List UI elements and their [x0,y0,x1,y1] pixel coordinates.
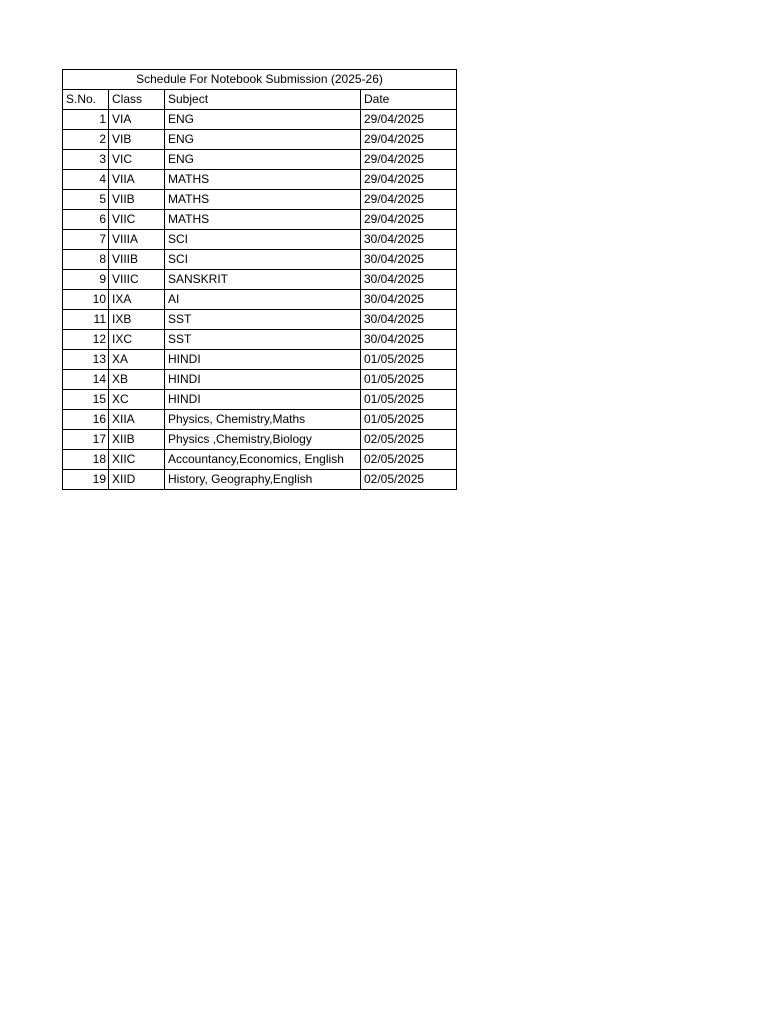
cell-subject: MATHS [165,170,361,190]
cell-class: IXC [109,330,165,350]
cell-subject: ENG [165,130,361,150]
cell-sno: 18 [63,450,109,470]
cell-class: XIIA [109,410,165,430]
table-row [63,150,457,170]
cell-sno: 14 [63,370,109,390]
cell-sno: 11 [63,310,109,330]
cell-sno: 7 [63,230,109,250]
table-row [63,170,457,190]
header-date: Date [361,90,457,110]
cell-sno: 6 [63,210,109,230]
cell-class: XA [109,350,165,370]
cell-subject: HINDI [165,350,361,370]
header-class: Class [109,90,165,110]
cell-subject: SCI [165,230,361,250]
cell-subject: MATHS [165,190,361,210]
cell-class: XC [109,390,165,410]
table-row [63,310,457,330]
table-row [63,250,457,270]
cell-class: XB [109,370,165,390]
cell-sno: 15 [63,390,109,410]
cell-date: 30/04/2025 [361,250,457,270]
table-row [63,110,457,130]
cell-date: 01/05/2025 [361,410,457,430]
cell-sno: 2 [63,130,109,150]
cell-sno: 4 [63,170,109,190]
header-row [63,90,457,110]
cell-date: 02/05/2025 [361,450,457,470]
cell-subject: HINDI [165,370,361,390]
cell-class: VIIIA [109,230,165,250]
table-body [63,110,457,490]
header-subject: Subject [165,90,361,110]
cell-sno: 17 [63,430,109,450]
cell-date: 01/05/2025 [361,350,457,370]
cell-sno: 10 [63,290,109,310]
table-row [63,370,457,390]
cell-date: 29/04/2025 [361,150,457,170]
cell-date: 01/05/2025 [361,370,457,390]
cell-subject: Accountancy,Economics, English [165,450,361,470]
table-row [63,430,457,450]
cell-subject: Physics, Chemistry,Maths [165,410,361,430]
table-title: Schedule For Notebook Submission (2025-26) [63,70,457,90]
cell-class: VIIC [109,210,165,230]
cell-class: IXA [109,290,165,310]
cell-sno: 12 [63,330,109,350]
cell-date: 02/05/2025 [361,470,457,490]
cell-subject: MATHS [165,210,361,230]
cell-date: 30/04/2025 [361,310,457,330]
cell-subject: SANSKRIT [165,270,361,290]
cell-date: 29/04/2025 [361,110,457,130]
cell-class: XIID [109,470,165,490]
cell-date: 29/04/2025 [361,130,457,150]
cell-date: 02/05/2025 [361,430,457,450]
table-row [63,390,457,410]
table-row [63,290,457,310]
cell-class: XIIB [109,430,165,450]
cell-class: VIC [109,150,165,170]
cell-sno: 5 [63,190,109,210]
table-row [63,450,457,470]
cell-date: 29/04/2025 [361,190,457,210]
cell-class: VIIB [109,190,165,210]
cell-class: VIIA [109,170,165,190]
table-row [63,350,457,370]
cell-class: VIB [109,130,165,150]
cell-subject: ENG [165,110,361,130]
cell-class: XIIC [109,450,165,470]
cell-sno: 19 [63,470,109,490]
cell-subject: HINDI [165,390,361,410]
cell-subject: AI [165,290,361,310]
table-row [63,270,457,290]
cell-subject: History, Geography,English [165,470,361,490]
title-row [63,70,457,90]
cell-class: VIIIB [109,250,165,270]
table-row [63,330,457,350]
table-row [63,470,457,490]
cell-date: 30/04/2025 [361,270,457,290]
header-sno: S.No. [63,90,109,110]
cell-sno: 13 [63,350,109,370]
table-row [63,410,457,430]
cell-class: VIA [109,110,165,130]
cell-sno: 16 [63,410,109,430]
cell-subject: SCI [165,250,361,270]
cell-date: 01/05/2025 [361,390,457,410]
cell-subject: Physics ,Chemistry,Biology [165,430,361,450]
cell-sno: 8 [63,250,109,270]
cell-subject: SST [165,310,361,330]
table-row [63,130,457,150]
cell-date: 30/04/2025 [361,230,457,250]
schedule-table [62,69,457,490]
cell-date: 30/04/2025 [361,290,457,310]
table-row [63,210,457,230]
cell-date: 29/04/2025 [361,170,457,190]
cell-subject: ENG [165,150,361,170]
table-row [63,230,457,250]
cell-class: VIIIC [109,270,165,290]
table-row [63,190,457,210]
cell-date: 30/04/2025 [361,330,457,350]
cell-sno: 3 [63,150,109,170]
cell-subject: SST [165,330,361,350]
cell-date: 29/04/2025 [361,210,457,230]
cell-class: IXB [109,310,165,330]
cell-sno: 9 [63,270,109,290]
cell-sno: 1 [63,110,109,130]
